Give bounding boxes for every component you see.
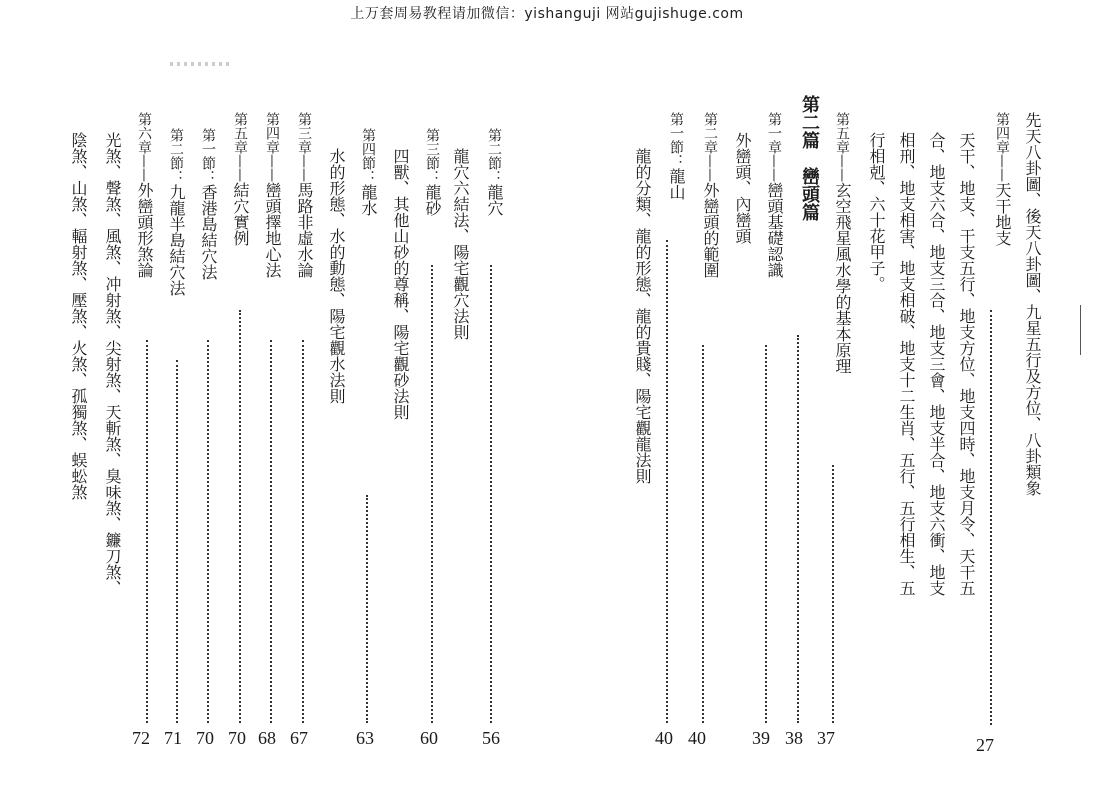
toc-line: 陰煞、山煞、輻射煞、壓煞、火煞、孤獨煞、蜈蚣煞 <box>69 132 88 500</box>
dot-leader <box>490 265 492 723</box>
dot-leader <box>702 345 704 723</box>
page-number: 27 <box>976 735 994 755</box>
toc-line: 合、地支六合、地支三合、地支三會、地支半合、地支六衝、地支 <box>927 132 946 596</box>
page-number: 68 <box>258 728 276 748</box>
toc-entry: 第三章——馬路非虛水論 <box>295 112 314 278</box>
spine-mark <box>1080 305 1081 355</box>
dot-leader <box>270 340 272 723</box>
toc-entry: 第二章——外巒頭的範圍 <box>701 112 720 278</box>
scan-smudge <box>170 62 230 66</box>
dot-leader <box>666 240 668 723</box>
toc-line: 水的形態、水的動態、陽宅觀水法則 <box>327 148 346 404</box>
toc-entry: 第四節：龍水 <box>359 128 378 216</box>
dot-leader <box>146 340 148 723</box>
toc-entry: 第三節：龍砂 <box>423 128 442 216</box>
page-number: 40 <box>688 728 706 748</box>
page-number: 72 <box>132 728 150 748</box>
page-number: 40 <box>655 728 673 748</box>
toc-entry: 第四章——巒頭擇地心法 <box>263 112 282 278</box>
dot-leader <box>176 360 178 723</box>
page-number: 39 <box>752 728 770 748</box>
page-number: 63 <box>356 728 374 748</box>
dot-leader <box>797 335 799 723</box>
dot-leader <box>239 310 241 723</box>
toc-entry: 第一節：龍山 <box>667 112 686 200</box>
toc-line: 先天八卦圖、後天八卦圖、九星五行及方位、八卦類象 <box>1023 112 1042 496</box>
toc-entry: 第五章——結穴實例 <box>231 112 250 246</box>
toc-line: 天干、地支、干支五行、地支方位、地支四時、地支月令、天干五 <box>957 132 976 596</box>
page-number: 70 <box>196 728 214 748</box>
page-number: 38 <box>785 728 803 748</box>
toc-line: 外巒頭、內巒頭 <box>733 132 752 244</box>
toc-entry: 第一章——巒頭基礎認識 <box>765 112 784 278</box>
page-number: 37 <box>817 728 835 748</box>
page-number: 67 <box>290 728 308 748</box>
watermark-banner: 上万套周易教程请加微信：yishanguji 网站gujishuge.com <box>350 6 744 22</box>
page-number: 60 <box>420 728 438 748</box>
page-number: 56 <box>482 728 500 748</box>
dot-leader <box>990 310 992 725</box>
toc-entry: 第二節：九龍半島結穴法 <box>167 128 186 296</box>
toc-entry: 第一節：香港島結穴法 <box>199 128 218 280</box>
toc-entry: 第四章——天干地支 <box>993 112 1012 246</box>
toc-line: 光煞、聲煞、風煞、冲射煞、尖射煞、天斬煞、臭味煞、鐮刀煞、 <box>103 132 122 596</box>
dot-leader <box>832 465 834 723</box>
toc-entry: 第五章——玄空飛星風水學的基本原理 <box>833 112 852 374</box>
toc-line: 行相剋、六十花甲子。 <box>867 132 886 292</box>
toc-entry: 第二節：龍穴 <box>485 128 504 216</box>
dot-leader <box>366 495 368 723</box>
toc-line: 相刑、地支相害、地支相破、地支十二生肖、五行、五行相生、五 <box>897 132 916 596</box>
dot-leader <box>207 340 209 723</box>
dot-leader <box>765 345 767 723</box>
toc-line: 龍的分類、龍的形態、龍的貴賤、陽宅觀龍法則 <box>633 148 652 484</box>
page-number: 71 <box>164 728 182 748</box>
toc-line: 四獸、其他山砂的尊稱、陽宅觀砂法則 <box>391 148 410 420</box>
part-heading: 第二篇 巒頭篇 <box>799 95 820 221</box>
dot-leader <box>302 340 304 723</box>
dot-leader <box>431 265 433 723</box>
page-number: 70 <box>228 728 246 748</box>
toc-line: 龍穴六結法、陽宅觀穴法則 <box>451 148 470 340</box>
toc-entry: 第六章——外巒頭形煞論 <box>135 112 154 278</box>
